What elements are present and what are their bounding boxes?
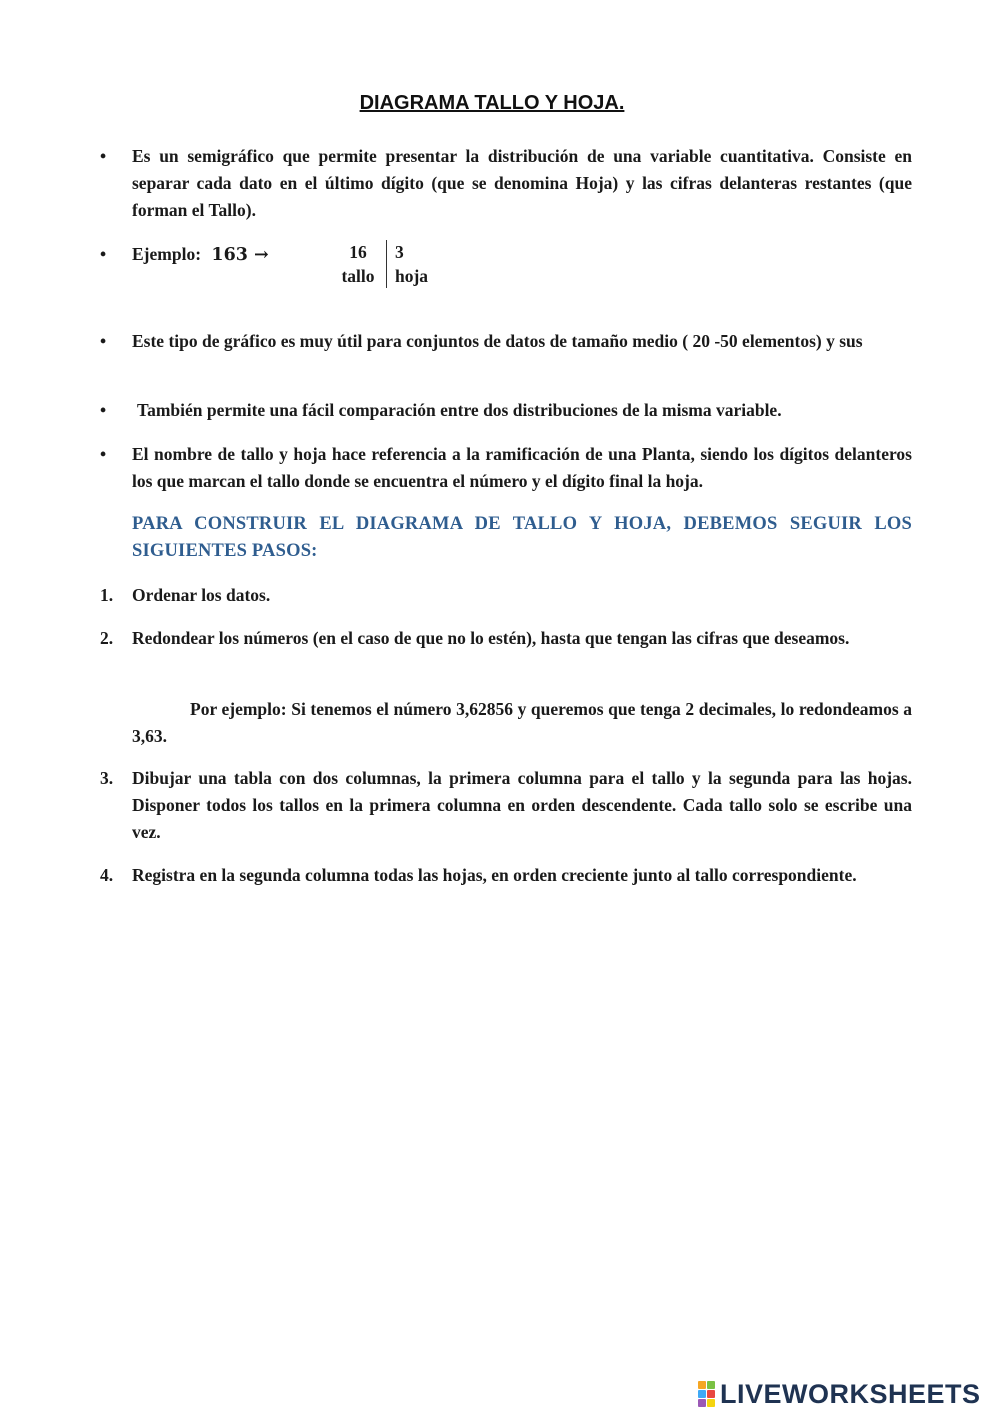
step-2: Redondear los números (en el caso de que no lo estén), hasta que tengan las cifras que deseamos. — [132, 628, 850, 648]
section-heading: PARA CONSTRUIR EL DIAGRAMA DE TALLO Y HOJA, DEBEMOS SEGUIR LOS SIGUIENTES PASOS: — [132, 514, 912, 561]
bullet-name-origin: El nombre de tallo y hoja hace referencia a la ramificación de una Planta, siendo los dígitos delanteros los que marcan el tallo donde se encuentra el número y el dígito final la hoja. — [132, 444, 912, 491]
bullet-marker: • — [100, 400, 107, 420]
bullet-marker: • — [100, 331, 107, 351]
step-3: Dibujar una tabla con dos columnas, la primera columna para el tallo y la segunda para las hojas. Disponer todos los tallos en la primera columna en orden descendente. Cada tallo solo se escribe una vez. — [132, 768, 912, 842]
stem-leaf-divider — [386, 240, 387, 288]
logo-block — [698, 1390, 706, 1398]
liveworksheets-logo-icon — [698, 1381, 715, 1407]
example-stem-label: tallo — [341, 266, 375, 286]
bullet-example — [132, 241, 332, 269]
logo-block — [707, 1390, 715, 1398]
step-number: 1. — [100, 585, 114, 605]
step-4: Registra en la segunda columna todas las hojas, en orden creciente junto al tallo correspondiente. — [132, 865, 857, 885]
step-2-example: Por ejemplo: Si tenemos el número 3,62856 y queremos que tenga 2 decimales, lo redondeamos a 3,63. — [132, 699, 912, 746]
example-leaf: 3 — [395, 242, 404, 262]
step-1: Ordenar los datos. — [132, 585, 271, 605]
bullet-usefulness: Este tipo de gráfico es muy útil para conjuntos de datos de tamaño medio ( 20 -50 elementos) y sus — [132, 331, 863, 351]
bullet-marker: • — [100, 244, 107, 264]
step-number: 4. — [100, 865, 114, 885]
example-label: Ejemplo: — [132, 244, 202, 264]
example-stem: 16 — [349, 242, 367, 262]
liveworksheets-brand — [698, 1378, 981, 1410]
logo-block — [707, 1381, 715, 1389]
logo-block — [698, 1381, 706, 1389]
step-number: 2. — [100, 628, 114, 648]
brand-name: LIVEWORKSHEETS — [720, 1378, 981, 1409]
example-number: 163 → — [211, 245, 269, 265]
example-leaf-label: hoja — [395, 266, 429, 286]
bullet-definition: Es un semigráfico que permite presentar la distribución de una variable cuantitativa. Consiste en separar cada dato en el último dígito (que se denomina Hoja) y las cifras delanteras restantes (que forman el Tallo). — [132, 146, 912, 220]
step-number: 3. — [100, 768, 114, 788]
bullet-comparison: También permite una fácil comparación entre dos distribuciones de la misma variable. — [137, 400, 782, 420]
page-title: DIAGRAMA TALLO Y HOJA. — [359, 92, 625, 114]
logo-block — [698, 1399, 706, 1407]
logo-block — [707, 1399, 715, 1407]
bullet-marker: • — [100, 444, 107, 464]
bullet-marker: • — [100, 146, 107, 166]
